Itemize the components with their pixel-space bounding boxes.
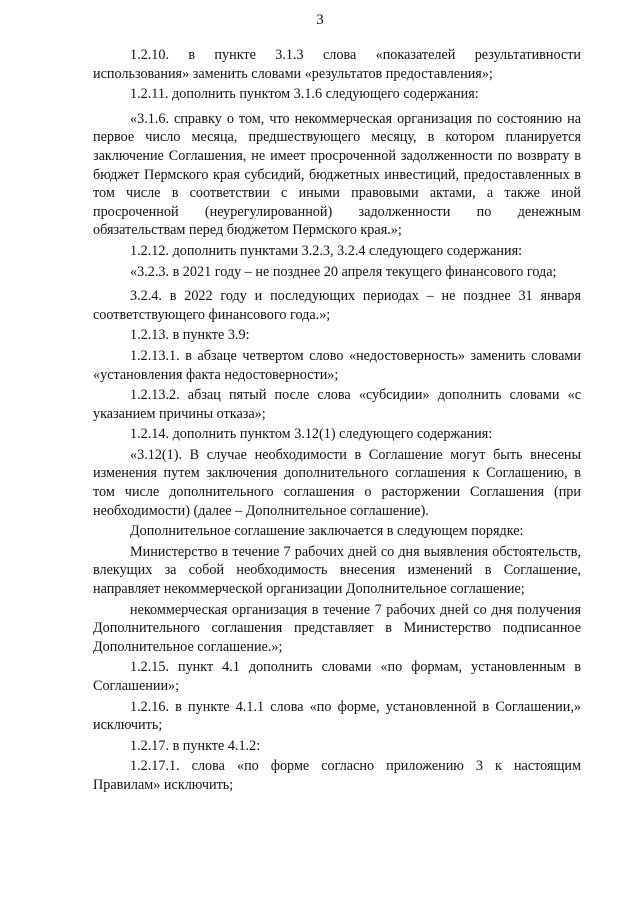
- paragraph-organization-procedure: некоммерческая организация в течение 7 рабочих дней со дня получения Дополнительного соглашения представляет в Министерство подписанное Дополнительное соглашение.»;: [93, 601, 581, 655]
- paragraph-3-2-3: «3.2.3. в 2021 году – не позднее 20 апреля текущего финансового года;: [130, 263, 557, 280]
- paragraph-3-2-4: 3.2.4. в 2022 году и последующих периодах – не позднее 31 января соответствующего финансового года.»;: [93, 288, 581, 323]
- paragraph-3-1-6: «3.1.6. справку о том, что некоммерческая организация по состоянию на первое число месяца, предшествующего месяцу, в котором планируется заключение Соглашения, не имеет просроченной задолженности по возврату в бюджет Пермского края субсидий, бюджетных инвестиций, предоставленных в том числе в соответствии с иными правовыми актами, а также иной просроченной (неурегулированной) задолженности по денежным обязательствам перед бюджетом Пермского края.»;: [93, 110, 581, 239]
- paragraph-1-2-15: 1.2.15. пункт 4.1 дополнить словами «по формам, установленным в Соглашении»;: [93, 659, 581, 694]
- paragraph-1-2-13-1: 1.2.13.1. в абзаце четвертом слово «недостоверность» заменить словами «установления факта недостоверности»;: [93, 347, 581, 383]
- paragraph-ministry-procedure: Министерство в течение 7 рабочих дней со дня выявления обстоятельств, влекущих за собой необходимость внесения изменений в Соглашение, направляет некоммерческой организации Дополнительное соглашение;: [93, 543, 581, 598]
- page-number: 3: [316, 12, 324, 28]
- paragraph-1-2-10: 1.2.10. в пункте 3.1.3 слова «показателей результативности использования» заменить словами «результатов предоставления»;: [93, 47, 581, 82]
- paragraph-1-2-13: 1.2.13. в пункте 3.9:: [130, 327, 250, 344]
- paragraph-1-2-16: 1.2.16. в пункте 4.1.1 слова «по форме, установленной в Соглашении,» исключить;: [93, 698, 581, 734]
- paragraph-1-2-11: 1.2.11. дополнить пунктом 3.1.6 следующего содержания:: [130, 86, 479, 103]
- paragraph-1-2-17-1: 1.2.17.1. слова «по форме согласно приложению 3 к настоящим Правилам» исключить;: [93, 758, 581, 793]
- paragraph-1-2-17: 1.2.17. в пункте 4.1.2:: [130, 737, 261, 754]
- paragraph-1-2-13-2: 1.2.13.2. абзац пятый после слова «субсидии» дополнить словами «с указанием причины отказа»;: [93, 387, 581, 422]
- paragraph-1-2-14: 1.2.14. дополнить пунктом 3.12(1) следующего содержания:: [130, 426, 493, 443]
- paragraph-3-12-1: «3.12(1). В случае необходимости в Соглашение могут быть внесены изменения путем заключения дополнительного соглашения к Соглашению, в том числе дополнительного соглашения о расторжении Соглашения (при необходимости) (далее – Дополнительное соглашение).: [93, 446, 581, 519]
- paragraph-additional-agreement-order: Дополнительное соглашение заключается в следующем порядке:: [130, 523, 524, 540]
- document-body: [93, 46, 581, 797]
- paragraph-1-2-12: 1.2.12. дополнить пунктами 3.2.3, 3.2.4 следующего содержания:: [130, 242, 523, 259]
